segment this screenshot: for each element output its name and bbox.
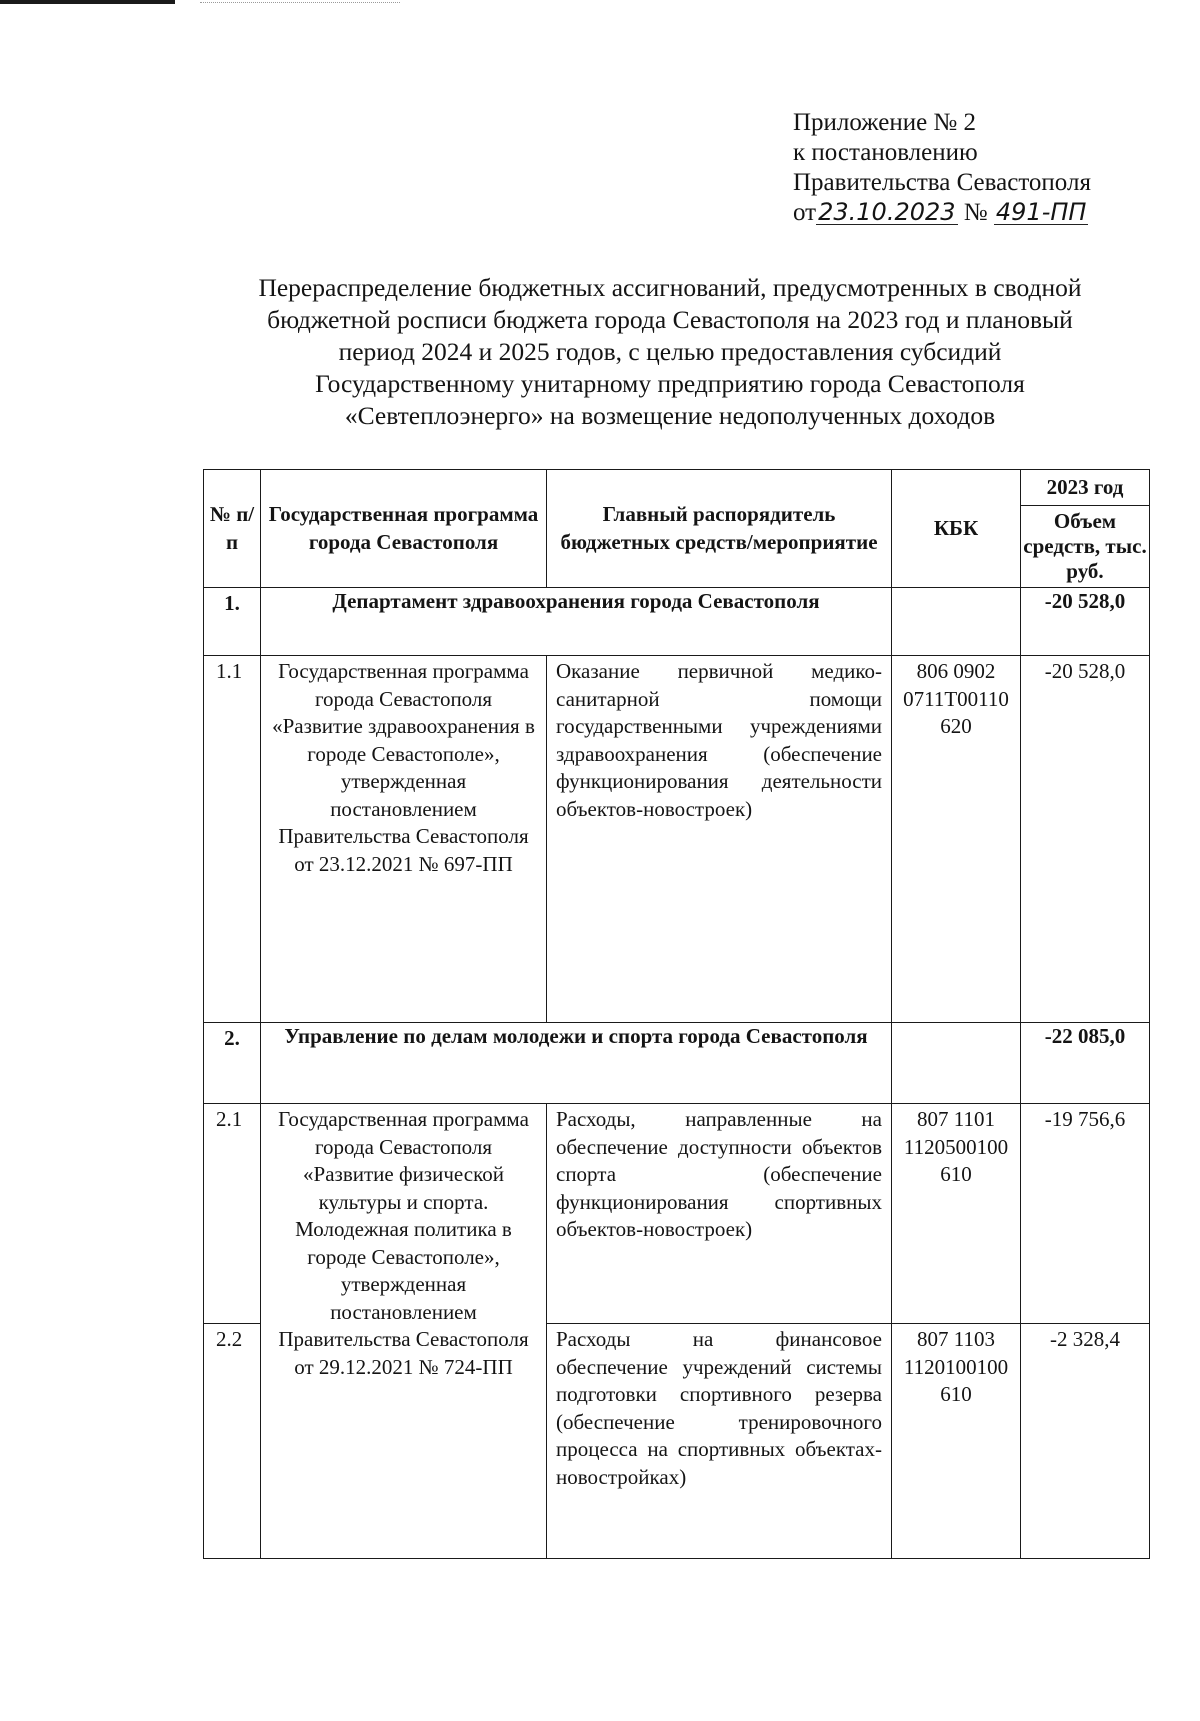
section-row	[204, 1023, 1150, 1104]
date-prefix: от	[793, 199, 817, 226]
program-cell: Государственная программа города Севастополя «Развитие здравоохранения в городе Севастополе», утвержденная постановлением Правительства Севастополя от 23.12.2021 № 697-ПП	[261, 656, 547, 1023]
header-manager: Главный распорядитель бюджетных средств/мероприятие	[547, 470, 892, 588]
activity-cell: Расходы, направленные на обеспечение доступности объектов спорта (обеспечение функционирования спортивных объектов-новостроек)	[547, 1104, 892, 1324]
document-title	[190, 272, 1150, 432]
kbk-line: 806 0902	[916, 659, 996, 683]
kbk-line: 610	[940, 1162, 972, 1186]
section-total: -22 085,0	[1021, 1023, 1150, 1104]
kbk-line: 0711Т00110	[903, 686, 1009, 711]
amount-cell: -20 528,0	[1021, 656, 1150, 1023]
scan-edge-mark	[0, 0, 175, 4]
header-year: 2023 год	[1021, 470, 1150, 506]
kbk-line: 1120100100	[903, 1354, 1009, 1379]
title-line-5: «Севтеплоэнерго» на возмещение недополученных доходов	[344, 401, 996, 430]
activity-cell: Оказание первичной медико-санитарной помощи государственными учреждениями здравоохранения (обеспечение функционирования деятельности объектов-новостроек)	[547, 656, 892, 1023]
kbk-line: 610	[940, 1382, 972, 1406]
header-kbk: КБК	[892, 470, 1021, 588]
title-line-2: бюджетной росписи бюджета города Севастополя на 2023 год и плановый	[267, 305, 1073, 334]
budget-table	[203, 469, 1150, 1559]
title-line-1: Перераспределение бюджетных ассигнований, предусмотренных в сводной	[258, 273, 1082, 302]
table-row	[204, 1104, 1150, 1324]
handwritten-date: 23.10.2023	[818, 198, 956, 226]
section-title: Департамент здравоохранения города Севастополя	[261, 588, 892, 656]
amount-cell: -19 756,6	[1021, 1104, 1150, 1324]
section-kbk-empty	[892, 1023, 1021, 1104]
appendix-line-3: Правительства Севастополя	[793, 169, 1091, 196]
appendix-line-1: Приложение № 2	[793, 109, 977, 136]
appendix-block	[793, 108, 1091, 228]
section-total: -20 528,0	[1021, 588, 1150, 656]
row-number: 2.2	[204, 1324, 261, 1559]
amount-cell: -2 328,4	[1021, 1324, 1150, 1559]
table-row	[204, 656, 1150, 1023]
program-cell: Государственная программа города Севастополя «Развитие физической культуры и спорта. Молодежная политика в городе Севастополе», утвержденная постановлением Правительства Севастополя от 29.12.2021 № 724-ПП	[261, 1104, 547, 1559]
header-amount: Объем средств, тыс. руб.	[1021, 506, 1150, 588]
title-line-4: Государственному унитарному предприятию города Севастополя	[315, 369, 1025, 398]
section-row	[204, 588, 1150, 656]
scan-edge-dots	[200, 2, 400, 4]
section-title: Управление по делам молодежи и спорта города Севастополя	[261, 1023, 892, 1104]
activity-cell: Расходы на финансовое обеспечение учреждений системы подготовки спортивного резерва (обеспечение тренировочного процесса на спортивных объектах-новостройках)	[547, 1324, 892, 1559]
kbk-cell	[892, 1104, 1021, 1324]
header-program: Государственная программа города Севастополя	[261, 470, 547, 588]
row-number: 1.1	[204, 656, 261, 1023]
kbk-line: 1120500100	[903, 1134, 1009, 1159]
appendix-date-line	[793, 198, 1091, 228]
appendix-line-2: к постановлению	[793, 139, 978, 166]
kbk-cell	[892, 656, 1021, 1023]
kbk-cell	[892, 1324, 1021, 1559]
section-number: 1.	[204, 588, 261, 656]
kbk-line: 807 1103	[917, 1327, 995, 1351]
section-number: 2.	[204, 1023, 261, 1104]
handwritten-number: 491-ПП	[995, 198, 1087, 226]
header-num: № п/п	[204, 470, 261, 588]
title-line-3: период 2024 и 2025 годов, с целью предоставления субсидий	[338, 337, 1002, 366]
row-number: 2.1	[204, 1104, 261, 1324]
kbk-line: 807 1101	[917, 1107, 995, 1131]
kbk-line: 620	[940, 714, 972, 738]
section-kbk-empty	[892, 588, 1021, 656]
number-prefix: №	[963, 199, 988, 226]
